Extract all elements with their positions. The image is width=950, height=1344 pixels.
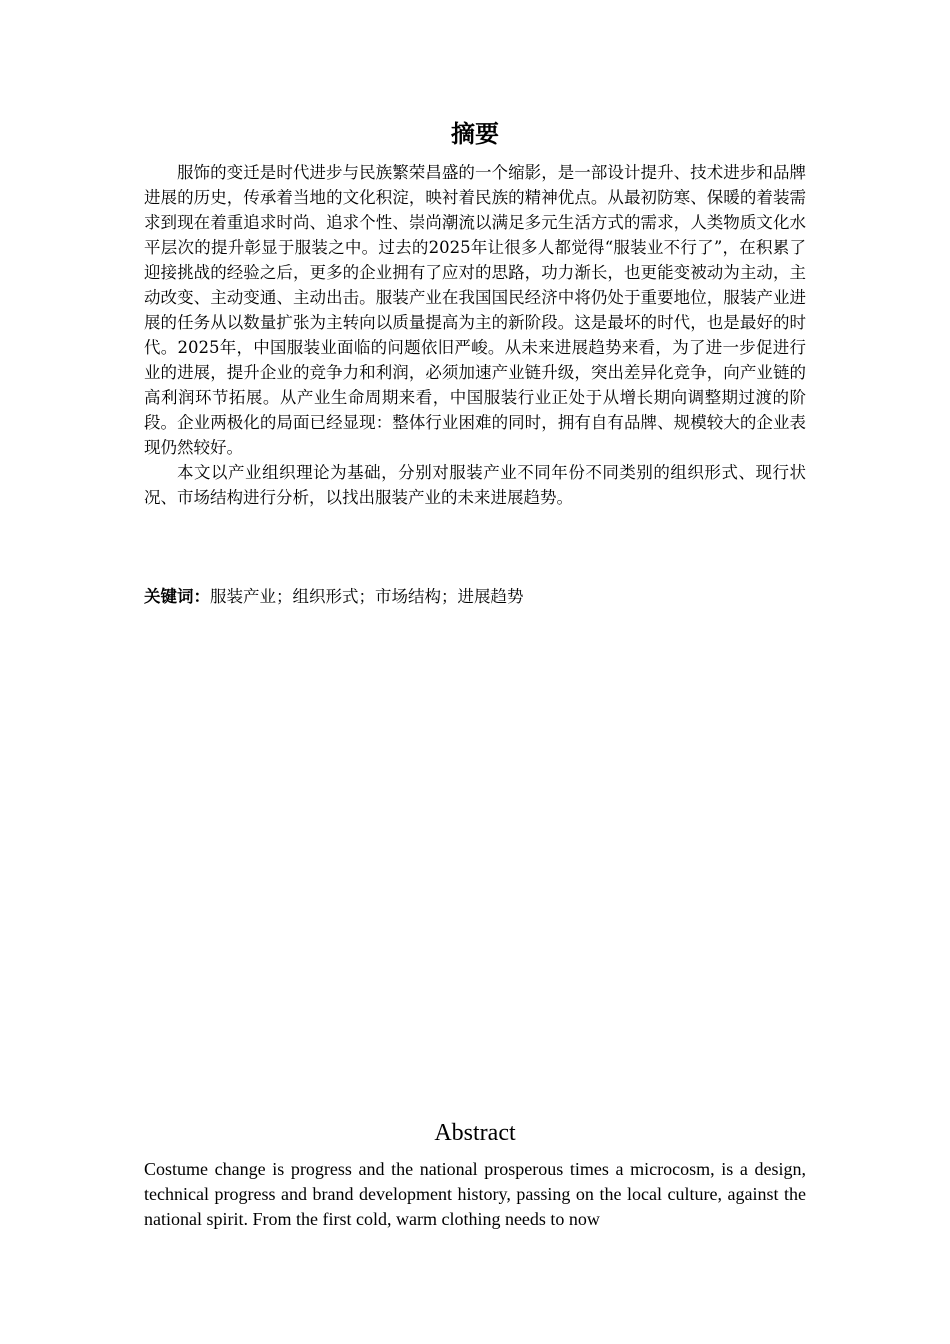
english-abstract-title: Abstract [434, 1120, 516, 1146]
english-abstract-paragraph: Costume change is progress and the national prosperous times a microcosm, is a design, technical progress and brand development history, passing on the local culture, against the national spirit. From the first cold, warm clothing needs to now [144, 1159, 806, 1229]
chinese-abstract-body [144, 160, 806, 510]
keywords-text: 服装产业；组织形式；市场结构；进展趋势 [210, 587, 524, 606]
english-abstract-body [144, 1157, 806, 1232]
chinese-abstract-paragraph-2: 本文以产业组织理论为基础，分别对服装产业不同年份不同类别的组织形式、现行状况、市场结构进行分析，以找出服装产业的未来进展趋势。 [144, 463, 806, 507]
chinese-abstract-paragraph-1: 服饰的变迁是时代进步与民族繁荣昌盛的一个缩影，是一部设计提升、技术进步和品牌进展的历史，传承着当地的文化积淀，映衬着民族的精神优点。从最初防寒、保暖的着装需求到现在着重追求时尚、追求个性、崇尚潮流以满足多元生活方式的需求，人类物质文化水平层次的提升彰显于服装之中。过去的2025年让很多人都觉得“服装业不行了”，在积累了迎接挑战的经验之后，更多的企业拥有了应对的思路，功力渐长，也更能变被动为主动，主动改变、主动变通、主动出击。服装产业在我国国民经济中将仍处于重要地位，服装产业进展的任务从以数量扩张为主转向以质量提高为主的新阶段。这是最坏的时代，也是最好的时代。2025年，中国服装业面临的问题依旧严峻。从未来进展趋势来看，为了进一步促进行业的进展，提升企业的竞争力和利润，必须加速产业链升级，突出差异化竞争，向产业链的高利润环节拓展。从产业生命周期来看，中国服装行业正处于从增长期向调整期过渡的阶段。企业两极化的局面已经显现：整体行业困难的同时，拥有自有品牌、规模较大的企业表现仍然较好。 [144, 163, 806, 457]
keywords-label: 关键词： [144, 587, 210, 606]
chinese-abstract-title: 摘要 [451, 120, 499, 148]
keywords-line [144, 584, 806, 609]
